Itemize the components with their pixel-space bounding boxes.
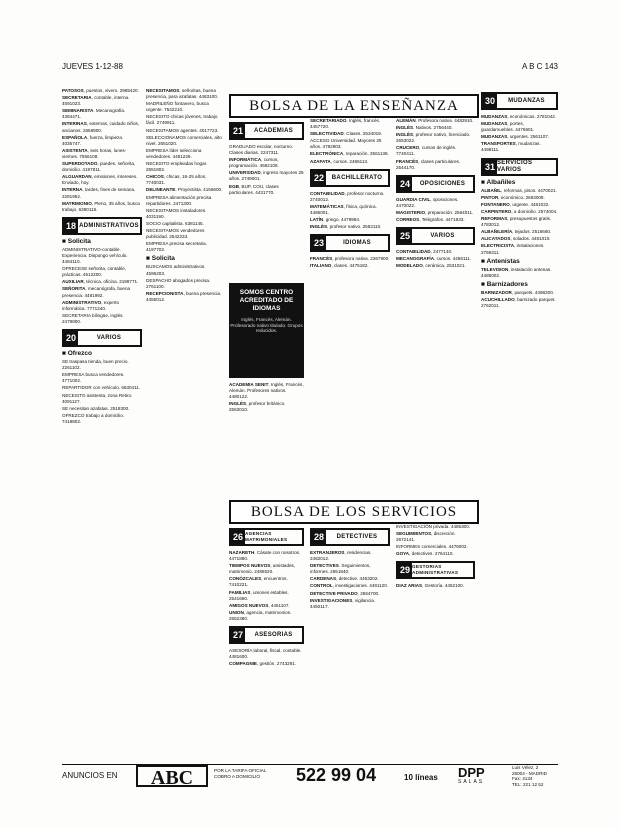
- classified-ad: GRADUADO escolar, nocturno. Clases diarias. 2247311.: [229, 144, 294, 156]
- classified-ad: MUDANZAS, urgentes. 2561107.: [481, 134, 550, 140]
- classified-ad: NECESITAMOS vendedores publicidad. 2542233.: [146, 227, 205, 240]
- dpp-sub: SALAS: [458, 779, 485, 785]
- classified-ad: ADMINISTRATIVO-contable. Experiencia. Dispongo vehículo. 4484110.: [62, 246, 128, 265]
- footer-small-1: POR LA TARIFA OFICIAL: [214, 768, 267, 773]
- classified-ad: SECRETARIA, contable, interna. 4591023.: [62, 95, 130, 107]
- footer-small-2: COBRO A DOMICILIO: [214, 774, 260, 779]
- classified-ad: AUXILIAR, técnica, oficina. 2198771.: [62, 279, 139, 285]
- section-22: [310, 169, 390, 187]
- col3b-list: [229, 382, 304, 413]
- classified-ad: SELECTIVIDAD. Clases. 2534019.: [310, 131, 383, 137]
- classified-ad: BUSCAMOS administrativos. 4596203.: [146, 264, 206, 276]
- classified-ad: ACUCHILLADO, barnizado parquet. 2762011.: [481, 297, 556, 309]
- classified-ad: PINTOR, económico. 2663009.: [481, 194, 545, 200]
- classified-ad: MADRILEÑO fontanero, busca urgente. 7542210.: [146, 101, 209, 113]
- section-number: 28: [312, 530, 326, 544]
- subhead-solicita-2: ■ Solicita: [146, 256, 224, 262]
- col4-list: [310, 118, 390, 165]
- classified-ad: FRANCÉS, clases particulares. 2544170.: [396, 158, 461, 170]
- classified-ad: DIAZ ARIAS, Gestoría. 4452100.: [396, 583, 465, 589]
- classified-ad: FONTANERO, urgente. 4481022.: [481, 201, 550, 207]
- classified-ad: EMPRESA alimentación precisa repartidores. 2471300.: [146, 194, 212, 206]
- section-number: 22: [312, 171, 326, 185]
- classified-ad: SELECCIONAMOS comerciales, alto nivel. 2651020.: [146, 134, 222, 146]
- classified-ad: GUARDIA CIVIL, oposiciones. 4470022.: [396, 196, 459, 208]
- classified-ad: INFORMES comerciales. 4476002.: [396, 544, 468, 550]
- classified-ad: CARPINTERO, a domicilio. 2574004.: [481, 208, 558, 214]
- section-name: IDIOMAS: [343, 240, 371, 247]
- classified-ad: MATRIMONIO, Pleno, 35 años, busca trabajo. 6390115.: [62, 200, 140, 212]
- col6b-list: [481, 188, 558, 256]
- footer-ad-bar: [62, 764, 558, 789]
- classified-ad: MATEMÁTICAS, física, química. 4485001.: [310, 203, 377, 215]
- classified-ad: INGLÉS, profesor británico. 2563010.: [229, 401, 286, 413]
- footer-address: [512, 765, 547, 787]
- classified-ad: ESPAÑOLA, fuerza, limpieza. 4035747.: [62, 134, 124, 146]
- section-name: DETECTIVES: [336, 533, 378, 540]
- academy-ad-text: Inglés, Francés, Alemán. Profesorado nativo titulado. Grupos reducidos.: [230, 317, 303, 333]
- classified-ad: TELEVISION, instalación antenas. 4485002.: [481, 266, 552, 278]
- classified-ad: MODELADO, cerámica. 2531021.: [396, 263, 466, 269]
- col6-list: [481, 114, 558, 154]
- classified-ad: CORREOS, Telégrafos. 4471933.: [396, 217, 465, 223]
- col5-list: [396, 118, 475, 171]
- section-number: 25: [398, 229, 412, 243]
- section-name: VARIOS: [430, 233, 455, 240]
- classified-ad: RECEPCIONISTA, buena presencia. 4455012.: [146, 290, 222, 302]
- section-30: [481, 92, 558, 110]
- col1c-list: [62, 359, 142, 425]
- column-5: [396, 118, 475, 498]
- col4d-list: [310, 550, 390, 610]
- footer-phone[interactable]: 522 99 04: [296, 765, 377, 785]
- classified-ad: BARNIZADOR, parquets. 4498200.: [481, 289, 555, 295]
- section-28: [310, 528, 390, 546]
- section-21: [229, 122, 304, 140]
- classified-ad: NECESITO empleadas hogar. 2551802.: [146, 161, 208, 173]
- classified-ad: NECESITO asistenta, zona Retiro. 4091127.: [62, 392, 133, 404]
- classified-ad: EMPRESA líder selecciona vendedores. 4481229.: [146, 147, 202, 159]
- addr-line: Fax: 4134: [512, 776, 533, 782]
- classified-ad: ADMINISTRATIVO, experto informática. 7771240.: [62, 299, 120, 311]
- section-number: 31: [483, 160, 497, 174]
- classified-ad: MAGISTERIO, preparación. 2564011.: [396, 209, 474, 215]
- classified-ad: INVESTIGACIÓN privada. 4485300.: [396, 524, 471, 529]
- classified-ad: CONTABILIDAD, 2477140.: [396, 249, 453, 255]
- section-number: 26: [231, 530, 245, 544]
- addr-line: TEL: 221 12 52: [512, 781, 544, 787]
- section-number: 27: [231, 628, 245, 642]
- classified-ad: MECANOGRAFÍA, cursos. 4456111.: [396, 256, 472, 262]
- col1b-list: [62, 247, 142, 325]
- classified-ad: EMPRESA busca vendedores. 4771002.: [62, 372, 125, 384]
- classified-ad: NECESITAMOS instaladores. 4031190.: [146, 207, 207, 219]
- col5b-list: [396, 197, 475, 223]
- classified-ad: ELECTRÓNICA, reparación. 2561138.: [310, 151, 389, 157]
- column-2: [146, 88, 224, 760]
- classified-ad: SECRETARIA bilingüe, inglés. 2479800.: [62, 312, 124, 324]
- section-20: [62, 329, 142, 347]
- col1-list: [62, 88, 142, 213]
- col4c-list: [310, 256, 390, 269]
- subhead-albaniles: ■ Albañiles: [481, 180, 558, 186]
- column-4: [310, 118, 390, 498]
- classified-ad: DELINEANTE. Proyectista. 4156600.: [146, 187, 223, 193]
- column-3b: [229, 382, 304, 498]
- classified-ad: CHICOS, chicas, 18-25 años. 7740031.: [146, 174, 207, 186]
- classified-ad: REPARTIDOR con vehículo. 6630411.: [62, 385, 141, 391]
- classified-ad: UNIVERSIDAD, ingreso mayores 25 años. 2749001.: [229, 170, 304, 182]
- column-1: [62, 88, 142, 760]
- classified-ad: SECRETARIADO. Inglés, francés. 4457720.: [310, 118, 381, 130]
- classified-ad: PATOSOS, puestos, vivero. 2985420.: [62, 88, 139, 93]
- classified-ad: SEGUIMIENTOS, discreción. 2672141.: [396, 531, 456, 543]
- classified-ad: CONTABILIDAD, profesor nocturno. 2740012.: [310, 190, 385, 202]
- section-name: GESTORIAS ADMINISTRATIVAS: [412, 564, 459, 576]
- classified-ad: SUPERDOTADO, puedes, señorita, domicilio. 4197811.: [62, 161, 136, 173]
- section-number: 21: [231, 124, 245, 138]
- classified-ad: MUDANZAS, portes, guardamuebles. 4476601.: [481, 121, 535, 133]
- section-18: [62, 217, 142, 235]
- classified-ad: ALBAÑILERÍA, tejados. 2516660.: [481, 229, 552, 235]
- col2-list: [146, 88, 224, 253]
- col5d-list: [396, 524, 475, 557]
- col4b-list: [310, 191, 390, 231]
- col2b-list: [146, 264, 224, 303]
- classified-ad: INTERINAS, externas, cuidado niños, ancianos. 2658900.: [62, 121, 140, 133]
- subhead-antenistas: ■ Antenistas: [481, 259, 558, 265]
- column-3c: [229, 524, 304, 760]
- section-name: ADMINISTRATIVOS: [79, 222, 139, 229]
- classified-ad: NECESITO chicas jóvenes, trabajo fácil. 2749911.: [146, 114, 218, 126]
- section-name: ACADEMIAS: [253, 127, 294, 134]
- classified-ad: ACCESO Universidad. Mayores 25 años. 4782903.: [310, 138, 382, 150]
- classified-ad: ASESORÍA laboral, fiscal, contable. 4481600.: [229, 648, 302, 660]
- subhead-solicita: ■ Solicita: [62, 239, 142, 245]
- col3c-list: [229, 550, 304, 622]
- section-27: [229, 626, 304, 644]
- col3-list: [229, 144, 304, 196]
- section-name: ASESORIAS: [254, 631, 293, 638]
- section-25: [396, 227, 475, 245]
- addr-line: Luis Vélez, 2: [512, 765, 539, 770]
- classified-ad: AMIGOS NUEVOS, 4451107.: [229, 602, 290, 608]
- classified-ad: CONÓZCALES, encuentros. 7410221.: [229, 576, 288, 588]
- bolsa-ensenanza-title: BOLSA DE LA ENSEÑANZA: [229, 94, 479, 118]
- classified-ad: LATÍN, griego. 4479984.: [310, 217, 361, 223]
- classified-ad: REFORMAS, presupuestos gratis. 4783012.: [481, 216, 552, 228]
- classified-ad: SE necesitan azafatas. 2518300.: [62, 405, 130, 411]
- classified-ad: DETECTIVES. Seguimientos, informes. 2651840.: [310, 563, 371, 575]
- section-29: [396, 561, 475, 579]
- section-number: 23: [312, 236, 326, 250]
- classified-ad: INTERNA, tardes, fines de semana. 2281952.: [62, 187, 136, 199]
- classified-ad: UNION, agencia, matrimonios. 2652380.: [229, 609, 292, 621]
- classified-ad: EMPRESA precisa secretaria. 4197702.: [146, 241, 208, 253]
- subhead-ofrezco: ■ Ofrezco: [62, 351, 142, 357]
- column-5d: [396, 524, 475, 760]
- classified-ad: COMPAGNIE, gestión. 2743291.: [229, 661, 297, 667]
- classified-ad: CONTROL, investigaciones. 4491120.: [310, 583, 389, 589]
- classified-ad: MUDANZAS, económicas. 2781042.: [481, 114, 557, 119]
- classified-ad: FRANCÉS, profesora nativa. 2267900.: [310, 256, 390, 262]
- classified-ad: INGLÉS. Nativos. 2756440.: [396, 125, 453, 131]
- col3d-list: [229, 648, 304, 667]
- academy-ad-box: [229, 283, 304, 378]
- classified-ad: ALBAÑIL, reformas, pisos. 4470021.: [481, 187, 557, 193]
- classified-ad: TRANSPORTES, mudanzas. 4498111.: [481, 141, 541, 153]
- dpp-logo: DPP: [458, 765, 485, 780]
- addr-line: 28004 - MADRID: [512, 770, 547, 776]
- section-23: [310, 234, 390, 252]
- header-page: A B C 143: [521, 62, 558, 71]
- classified-ad: ACADEMIA SENIT. Inglés, Francés, Alemán. Profesores nativos. 4480122.: [229, 382, 304, 400]
- classified-ad: INGLÉS, profesor nativo. 2563110.: [310, 224, 382, 230]
- classified-ad: SE traspasa tienda, buen precio. 2261102.: [62, 359, 129, 371]
- classified-ad: GOYA, detectives. 2764110.: [396, 551, 454, 557]
- column-3: [229, 118, 304, 278]
- classified-ad: ITALIANO, clases. 4475182.: [310, 263, 369, 269]
- classified-ad: INVESTIGACIONES, vigilancia. 4450117.: [310, 597, 376, 609]
- classified-ad: ELECTRICISTA, instalaciones. 2759311.: [481, 243, 545, 255]
- classified-ad: CRUCERO, cursos de inglés. 7740411.: [396, 145, 457, 157]
- col5e-list: [396, 583, 475, 589]
- section-name: MUDANZAS: [508, 97, 545, 104]
- classified-ad: ALGUARDAN, emisiones, intereses. Enviado, hoy.: [62, 174, 138, 186]
- section-name: BACHILLERATO: [331, 174, 383, 181]
- subhead-barnizadores: ■ Barnizadores: [481, 282, 558, 288]
- col6c-list: [481, 267, 558, 279]
- footer-small-text: [214, 768, 266, 780]
- classified-ad: NECESITAMOS, señoritas, buena presencia, para azafatas. 4483100.: [146, 88, 219, 100]
- footer-lines: 10 líneas: [404, 773, 438, 782]
- section-number: 24: [398, 177, 412, 191]
- section-number: 20: [64, 331, 78, 345]
- classified-ad: SEMINARISTA. Mecanografía. 4384471.: [62, 108, 126, 120]
- classified-ad: FAMILIAS, uniones estables. 2541660.: [229, 589, 289, 601]
- classified-ad: SOCIO capitalista. 6381145.: [146, 220, 204, 226]
- classified-ad: DETECTIVE PRIVADO. 2654700.: [310, 590, 380, 596]
- classified-ad: NECESITAMOS agentes. 4017723.: [146, 127, 219, 133]
- column-4d: [310, 524, 390, 760]
- classified-ad: NAZARETH. Cásate con nosotros. 4471880.: [229, 550, 301, 562]
- page-header: [62, 62, 558, 72]
- section-name: VARIOS: [96, 334, 122, 341]
- classified-ad: INFORMÁTICA, cursos, programación. 4562108.: [229, 157, 279, 169]
- section-number: 30: [483, 94, 497, 108]
- classified-ad: ASISTENTA, seis horas, lunes-viernes. 7556108.: [62, 147, 127, 159]
- classified-ad: ALICATADOS, solados. 4481010.: [481, 236, 551, 242]
- section-31: [481, 158, 558, 176]
- classified-ad: EGB, BUP, COU, clases particulares. 4431770.: [229, 183, 279, 195]
- section-name: AGENCIAS MATRIMONIALES: [245, 530, 288, 542]
- section-26: [229, 528, 304, 546]
- section-name: SERVICIOS VARIOS: [497, 160, 533, 173]
- classified-ad: EXTRANJEROS, residencias. 2482012.: [310, 550, 372, 562]
- col6d-list: [481, 290, 558, 309]
- classified-ad: OFRECESE señorita, contable, prácticas. 4512200.: [62, 266, 127, 278]
- classified-ad: TIEMPOS NUEVOS, amistades, matrimonio. 2485520.: [229, 563, 296, 575]
- academy-ad-title: SOMOS CENTRO ACREDITADO DE IDIOMAS: [239, 289, 294, 312]
- classified-ad: OFREZCO trabajo a domicilio. 7418802.: [62, 412, 125, 424]
- footer-anuncios: ANUNCIOS EN: [62, 771, 118, 780]
- classified-ad: DESPACHO abogados precisa. 2761100.: [146, 277, 211, 289]
- section-24: [396, 175, 475, 193]
- col5c-list: [396, 249, 475, 269]
- bolsa-servicios-title: BOLSA DE LOS SERVICIOS: [229, 500, 479, 524]
- classified-ad: CARDENAS, detective. 4463202.: [310, 576, 379, 582]
- section-name: OPOSICIONES: [419, 180, 466, 187]
- classified-ad: ALEMÁN. Profesora nativa. 4482910.: [396, 118, 474, 123]
- abc-logo: ABC: [136, 765, 208, 787]
- classified-ad: SEÑORITA, mecanógrafa, buena presencia. 4481992.: [62, 286, 131, 298]
- section-number: 29: [398, 563, 412, 577]
- section-number: 18: [64, 219, 78, 233]
- classified-ad: INGLÉS, profesor nativo, licenciado. 2653022.: [396, 132, 471, 144]
- column-6: [481, 88, 558, 760]
- header-date: JUEVES 1-12-88: [62, 62, 123, 71]
- classified-ad: AZAFATA, cursos. 2486113.: [310, 158, 369, 164]
